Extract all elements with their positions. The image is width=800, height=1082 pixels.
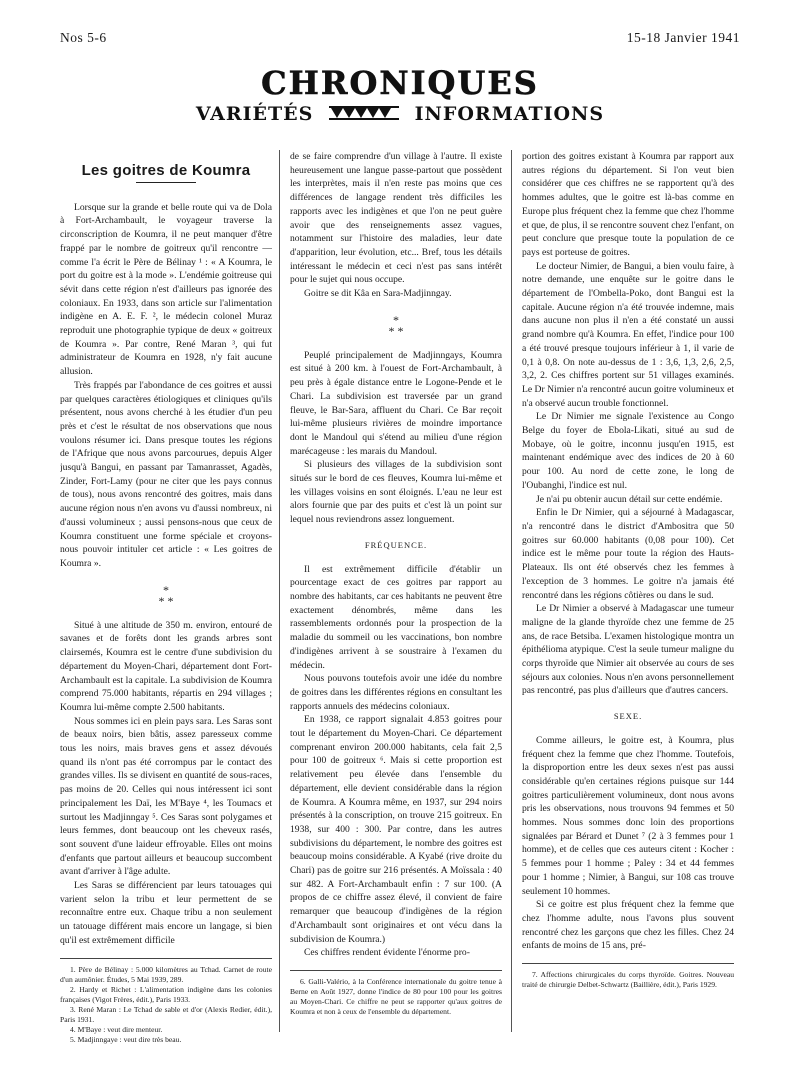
footnotes [522,963,734,990]
footnotes [60,958,272,1045]
paragraph: Nous pouvons toutefois avoir une idée du nombre de goitres dans les différentes régions en consultant les rapports annuels des médecins coloniaux. [290,673,502,712]
paragraph: Il est extrêmement difficile d'établir un pourcentage exact de ces goitres par rapport au nombre des habitants, car ces habitants ne peuvent être exactement dénombrés, même dans les rassemblements ordonnés pour la prospection de la maladie du sommeil ou les vaccinations, bon nombre d'indigènes arrivent à se soustraire à l'examen du médecin. [290,563,502,671]
footnote: 2. Hardy et Richet : L'alimentation indigène dans les colonies françaises (Vigot Frères, édit.), Paris 1933. [60,984,272,1004]
footnote: 4. M'Baye : veut dire menteur. [70,1024,163,1034]
page-header [60,26,740,48]
paragraph: Enfin le Dr Nimier, qui a séjourné à Madagascar, n'a rencontré dans le district d'Ambositra que 50 goitres sur 60.000 habitants (0,08 pour 100). Cet indice est le même pour toute la région des Hauts-Plateaux. Ils ont été observés chez les femmes à l'exception de 3 hommes. Le goitre n'a jamais été rencontré dans les régions côtières ou dans le sud. [522,507,734,601]
footnote: 6. Galli-Valério, à la Conférence internationale du goitre tenue à Berne en Août 1927, donne l'indice de 80 pour 100 pour les goitres au Moyen-Chari. Ce chiffre ne peut se rapporter qu'aux goitres de Koumra et non à ceux de l'ensemble du département. [290,976,502,1016]
masthead [60,66,740,126]
paragraph: Si plusieurs des villages de la subdivision sont situés sur le bord de ces fleuves, Koumra lui-même et les villages voisins en sont éloignés. L'eau ne leur est alors fournie que par des puits et c'est là un point sur lequel nous reviendrons assez longuement. [290,459,502,526]
paragraph: Nous sommes ici en plein pays sara. Les Saras sont de beaux noirs, bien bâtis, assez paresseux comme tous les noirs, mais braves gens et assez dévoués quand ils n'ont pas été corrompus par le contact des grandes villes. Ils se divisent en quantité de sous-races, pas moins de 20. Celles qui nous intéressent ici sont principalement les Daï, les M'Baye ⁴, les Toumacs et surtout les Madjinngay ⁵. Ces Saras sont polygames et leurs femmes, dont beaucoup ont les cheveux rasés, sont souvent d'une laideur effroyable. Elles ont moins d'enfants que partout ailleurs et beaucoup succombent avant d'arriver à l'âge adulte. [60,715,272,878]
masthead-title: CHRONIQUES [261,64,539,102]
column-3 [522,150,734,990]
masthead-subtitle-left: VARIÉTÉS [195,103,314,125]
column-divider [511,150,512,1032]
paragraph: Le Dr Nimier me signale l'existence au Congo Belge du foyer de Ebola-Likati, situé au sud de Mobaye, où le goitre, inconnu jusqu'en 1915, est maintenant endémique avec des indices de 20 à 60 pour 100. Au nord de cette zone, le long de l'Oubanghi, l'indice est nul. [522,411,734,491]
ornament-icon [329,106,399,120]
footnote: 1. Père de Bélinay : 5.000 kilomètres au Tchad. Carnet de route d'un aumônier. Études, 5 Mai 1939, 289. [60,964,272,984]
paragraph: Je n'ai pu obtenir aucun détail sur cette endémie. [536,493,723,505]
paragraph: En 1938, ce rapport signalait 4.853 goitres pour tout le département du Moyen-Chari. Ce département comprenant environ 200.000 habitants, cela fait 2,5 pour 100 de goitreux ⁶. Mais si cette proportion est relativement peu élevée dans l'ensemble du département, elle devient considérable dans la région de Koumra. A Koumra même, en 1937, sur 294 noirs présentés à la conscription, on trouve 215 goitreux. En 1938, sur 400 : 300. Par contre, dans les autres subdivisions du département, le nombre des goitres est beaucoup moins considérable. A Kyabé (rive droite du Chari) pas de goitre sur 216 présentés. A Moïssala : 40 sur 482. A Fort-Archambault enfin : 7 sur 100. (A propos de ce chiffre assez élevé, il convient de faire remarquer que beaucoup d'indigènes de la région d'Archambault sont originaires et ont vécu dans la subdivision de Koumra.) [290,714,502,945]
section-heading-frequence: FRÉQUENCE. [364,539,428,550]
column-divider [279,150,280,1032]
footnote: 3. René Maran : Le Tchad de sable et d'or (Alexis Redier, édit.), Paris 1931. [60,1004,272,1024]
section-stars: * * * [388,312,404,338]
paragraph: Le docteur Nimier, de Bangui, a bien voulu faire, à notre demande, une enquête sur le goitre dans le département de l'Ombella-Poko, dont Bangui est la capitale. Aucune région n'a été trouvée indemne, mais dans aucune non plus il n'en a été constaté un aussi grand nombre qu'à Koumra. En effet, l'indice pour 100 a été trouvé presque toujours inférieur à 1, il varie de 0,1 à 0,8. On note au-dessus de 1 : 3,6, 1,3, 2,6, 2,5, 3,2, 2. Ces chiffres portent sur 51 villages examinés. Le Dr Nimier n'a rencontré aucun goitre volumineux et n'a observé aucun trouble fonctionnel. [522,260,734,409]
paragraph: Très frappés par l'abondance de ces goitres et aussi par quelques caractères étiologiques et cliniques qu'ils présentent, nous avons cherché à les étudier d'un peu près et c'est le résultat de nos observations que nous voulons résumer ici. Dans presque toutes les régions de l'Afrique que nous avons parcourues, depuis Alger jusqu'à Bangui, en passant par Tamanrasset, Agadès, Zinder, Fort-Lamy (pour ne citer que les pays connus de tous), nous avons rencontré des goitres, mais dans aucune région nous n'en avons vu d'aussi nombreux, ni d'aussi volumineux ; aussi pensons-nous que ceux de Koumra constituent une forme spéciale et croyons-nous pouvoir intituler cet article : « Les goitres de Koumra ». [60,379,272,569]
issue-number: Nos 5-6 [60,30,107,45]
paragraph: Si ce goitre est plus fréquent chez la femme que chez l'homme adulte, nous l'avons plus souvent rencontré chez les garçons que chez les filles. Chez 24 enfants de moins de 15 ans, pré- [522,899,734,952]
paragraph: Peuplé principalement de Madjinngays, Koumra est situé à 200 km. à l'ouest de Fort-Archambault, à peu près à égale distance entre le Logone-Pende et le Chari. La subdivision est traversée par un grand fleuve, le Bar-Sara, affluent du Chari. Ce Bar reçoit lui-même plusieurs rivières de moindre importance dont le Mandoul qui s'étend au milieu d'une région marécageuse : les marais du Mandoul. [290,349,502,457]
paragraph: de se faire comprendre d'un village à l'autre. Il existe heureusement une langue passe-partout que possèdent les interprètes, mais il n'en reste pas moins que ces différences de langage rendent très difficiles les rapports avec les indigènes et que l'on ne peut guère avoir que des renseignements assez vagues, notamment sur l'histoire des maladies, leur date d'apparition, leur évolution, etc... Bref, tous les détails intéressant le médecin et ceci n'est pas sans intérêt pour le sujet qui nous occupe. [290,151,502,286]
column-1 [60,150,272,1045]
footnotes [290,970,502,1017]
article-title: Les goitres de Koumra [81,162,251,179]
masthead-subtitle [60,102,740,126]
paragraph: Comme ailleurs, le goitre est, à Koumra, plus fréquent chez la femme que chez l'homme. Toutefois, la disproportion entre les deux sexes n'est pas aussi considérable qu'en certaines régions puisque sur 144 goitres particulièrement volumineux, dont nous avons pris les observations, nous trouvons 94 femmes et 50 hommes. Nous sommes donc loin des proportions signalées par Bérard et Dunet ⁷ (2 à 3 femmes pour 1 homme), et de celles que ces auteurs citent : Kocher : 5 femmes pour 1 homme ; Paley : 34 et 44 femmes pour 1 homme ; Nimier, à Bangui, sur 108 cas trouve seulement 10 hommes. [522,734,734,897]
title-rule [136,182,196,183]
issue-date: 15-18 Janvier 1941 [626,30,740,45]
paragraph: Ces chiffres rendent évidente l'énorme pro- [304,947,470,959]
paragraph: portion des goitres existant à Koumra par rapport aux autres régions du département. Si l'on veut bien considérer que ces chiffres ne se rapportent qu'à des hommes adultes, que le goitre est là-bas comme en Europe plus fréquent chez la femme que chez l'homme et que, de plus, il se rencontre souvent chez l'enfant, on peut conclure que presque toute la population de ce pays est porteuse de goitres. [522,151,734,258]
paragraph: Le Dr Nimier a observé à Madagascar une tumeur maligne de la glande thyroïde chez une femme de 25 ans, de race Betsiba. L'examen histologique montra un épithélioma atypique. C'est la seule tumeur maligne du corps thyroïde que Nimier ait observée au cours de ses séjours aux colonies. Nous n'en avons personnellement pas rencontré, pas plus d'ailleurs que d'autres cancers. [522,603,734,697]
paragraph: Lorsque sur la grande et belle route qui va de Dola à Fort-Archambault, le voyageur traverse la circonscription de Koumra, il ne peut manquer d'être frappé par le nombre de goitreux qu'il rencontre — comme l'a écrit le Père de Bélinay ¹ : « A Koumra, le port du goitre est à la mode ». L'endémie goitreuse qui sévit dans cette région n'est d'ailleurs pas ignorée des coloniaux. En 1933, dans son article sur l'alimentation indigène en A. E. F. ², le médecin colonel Muraz reproduit une photographie typique de deux « goitreux de Koumra ». Par contre, René Maran ³, qui fut administrateur de Koumra en 1928, n'y fait aucune allusion. [60,201,272,378]
paragraph: Goitre se dit Kâa en Sara-Madjinngay. [304,288,452,300]
paragraph: Situé à une altitude de 350 m. environ, entouré de savanes et de forêts dont les grands arbres sont clairsemés, Koumra est le centre d'une subdivision du département du Moyen-Chari, département dont Fort-Archambault est la capitale. La subdivision de Koumra comprend 75.000 habitants, répartis en 294 villages ; Koumra lui-même compte 2.500 habitants. [60,619,272,713]
column-2 [290,150,502,1017]
paragraph: Les Saras se différencient par leurs tatouages qui varient selon la tribu et leur permettent de se reconnaître entre eux. Chaque tribu a non seulement un tatouage différent mais encore un langage, si bien qu'il est extrêmement difficile [60,880,272,946]
masthead-subtitle-right: INFORMATIONS [414,103,605,125]
footnote: 5. Madjinngaye : veut dire très beau. [70,1034,182,1044]
section-heading-sexe: SEXE. [613,711,643,722]
footnote: 7. Affections chirurgicales du corps thyroïde. Goitres. Nouveau traité de chirurgie Delbet-Schwartz (Baillière, édit.), Paris 1929. [522,970,734,990]
section-stars: * * * [158,582,174,608]
